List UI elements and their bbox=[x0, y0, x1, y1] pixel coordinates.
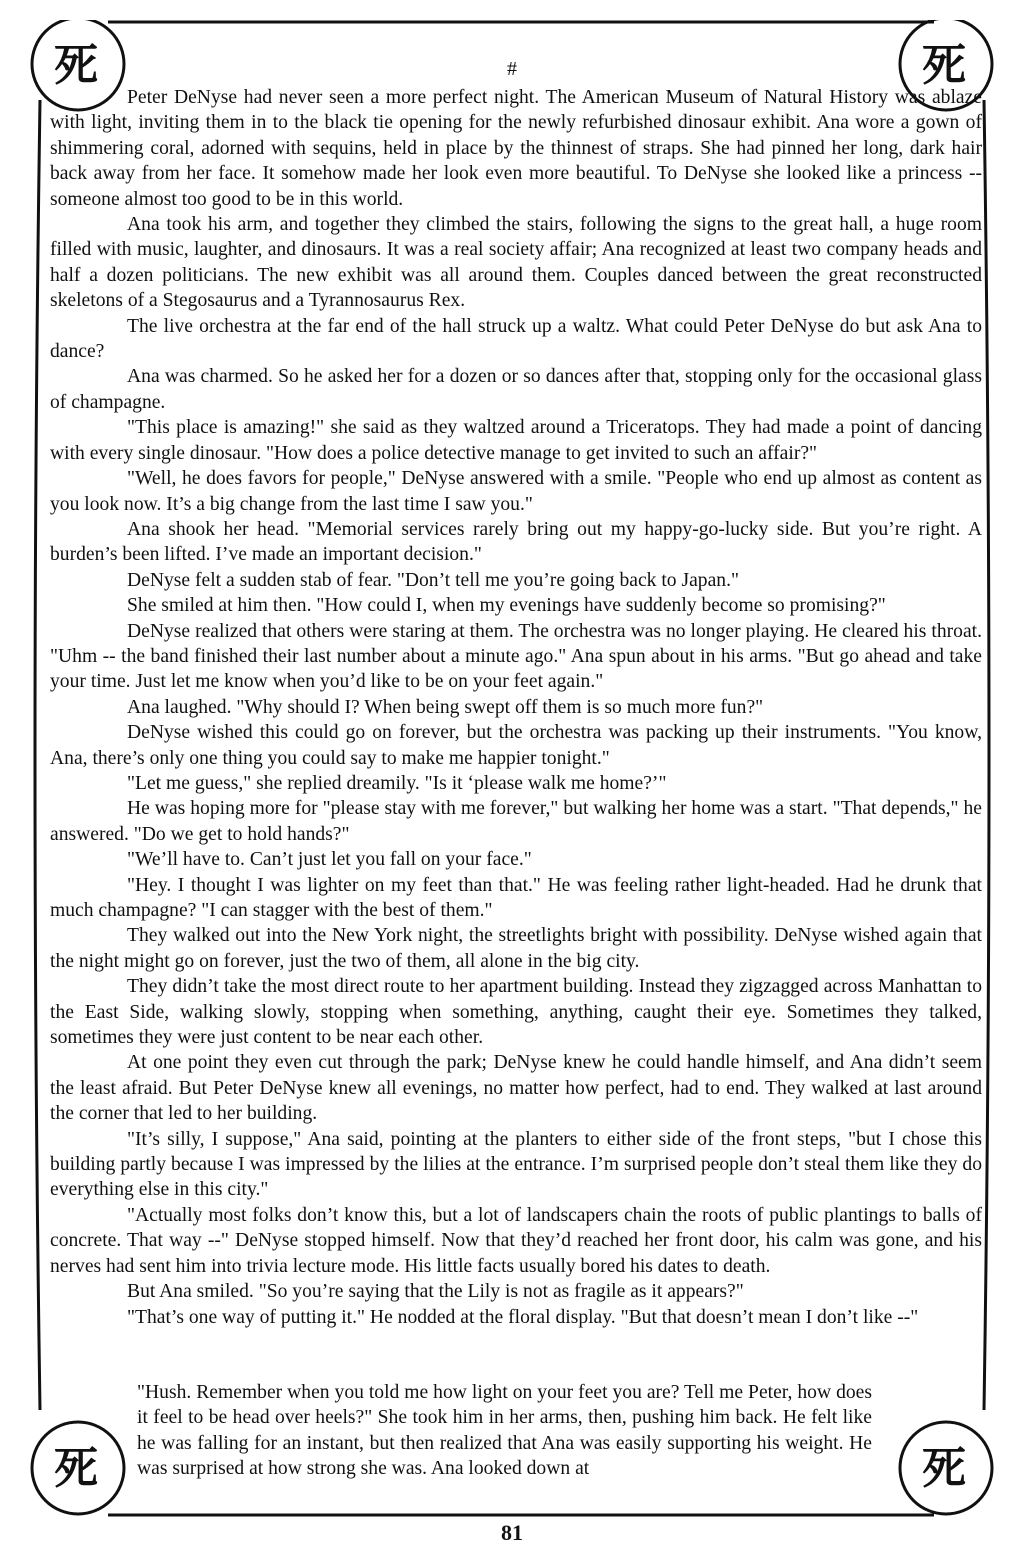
corner-glyph-bottom-right: 死 bbox=[922, 1443, 966, 1494]
paragraph: "Hey. I thought I was lighter on my feet than that." He was feeling rather light-headed. Had he drunk that much champagne? "I can stagger with the best of them." bbox=[50, 874, 982, 921]
paragraph: DeNyse felt a sudden stab of fear. "Don’t tell me you’re going back to Japan." bbox=[127, 569, 739, 591]
paragraph: They didn’t take the most direct route to her apartment building. Instead they zigzagged across Manhattan to the East Side, walking slowly, stopping when something, anything, caught their eye. Sometimes they talked, sometimes they were just content to be near each other. bbox=[50, 976, 982, 1049]
corner-glyph-bottom-left: 死 bbox=[54, 1443, 98, 1494]
corner-glyph-top-right: 死 bbox=[922, 40, 966, 91]
paragraph: "Hush. Remember when you told me how light on your feet you are? Tell me Peter, how does it feel to be head over heels?" She took him in her arms, then, pushing him back. He felt like he was falling for an instant, but then realized that Ana was easily supporting his weight. He was surprised at how strong she was. Ana looked down at bbox=[137, 1382, 872, 1480]
paragraph: He was hoping more for "please stay with me forever," but walking her home was a start. "That depends," he answered. "Do we get to hold hands?" bbox=[50, 798, 982, 845]
story-tail bbox=[137, 1380, 872, 1482]
paragraph: But Ana smiled. "So you’re saying that the Lily is not as fragile as it appears?" bbox=[127, 1281, 744, 1303]
paragraph: She smiled at him then. "How could I, when my evenings have suddenly become so promising?" bbox=[127, 595, 886, 617]
paragraph: "This place is amazing!" she said as they waltzed around a Triceratops. They had made a point of dancing with every single dinosaur. "How does a police detective manage to get invited to such an affair?" bbox=[50, 417, 982, 464]
page-marker: # bbox=[507, 58, 517, 80]
paragraph: Ana shook her head. "Memorial services rarely bring out my happy-go-lucky side. But you’re right. A burden’s been lifted. I’ve made an important decision." bbox=[50, 518, 982, 566]
paragraph: "Actually most folks don’t know this, but a lot of landscapers chain the roots of public plantings to balls of concrete. That way --" DeNyse stopped himself. Now that they’d reached her front door, his calm was gone, and his nerves had sent him into trivia lecture mode. His little facts usually bored his dates to death. bbox=[50, 1204, 982, 1277]
paragraph: "That’s one way of putting it." He nodded at the floral display. "But that doesn’t mean I don’t like --" bbox=[127, 1306, 919, 1328]
paragraph: Ana took his arm, and together they climbed the stairs, following the signs to the great hall, a huge room filled with music, laughter, and dinosaurs. It was a real society affair; Ana recognized at least two company heads and half a dozen politicians. The new exhibit was all around them. Couples danced between the great reconstructed skeletons of a Stegosaurus and a Tyrannosaurus Rex. bbox=[50, 214, 982, 312]
story-body bbox=[50, 85, 982, 1330]
page-number: 81 bbox=[501, 1520, 523, 1545]
corner-glyph-top-left: 死 bbox=[54, 40, 98, 91]
paragraph: Peter DeNyse had never seen a more perfect night. The American Museum of Natural History was ablaze with light, inviting them in to the black tie opening for the newly refurbished dinosaur exhibit. Ana wore a gown of shimmering coral, adorned with sequins, held in place by the thinnest of straps. She had pinned her long, dark hair back away from her face. It somehow made her look even more beautiful. To DeNyse she looked like a princess -- someone almost too good to be in this world. bbox=[50, 87, 982, 210]
paragraph: They walked out into the New York night, the streetlights bright with possibility. DeNyse wished again that the night might go on forever, just the two of them, all alone in the big city. bbox=[50, 925, 982, 972]
paragraph: DeNyse realized that others were staring at them. The orchestra was no longer playing. He cleared his throat. "Uhm -- the band finished their last number about a minute ago." Ana spun about in his arms. "But go ahead and take your time. Just let me know when you’d like to be on your feet again." bbox=[50, 620, 982, 693]
paragraph: "It’s silly, I suppose," Ana said, pointing at the planters to either side of the front steps, "but I chose this building partly because I was impressed by the lilies at the entrance. I’m surprised people don’t steal them like they do everything else in this city." bbox=[50, 1128, 982, 1201]
paragraph: The live orchestra at the far end of the hall struck up a waltz. What could Peter DeNyse do but ask Ana to dance? bbox=[50, 315, 982, 363]
paragraph: "We’ll have to. Can’t just let you fall on your face." bbox=[127, 849, 532, 871]
paragraph: Ana laughed. "Why should I? When being swept off them is so much more fun?" bbox=[127, 696, 764, 718]
paragraph: "Well, he does favors for people," DeNyse answered with a smile. "People who end up almost as content as you look now. It’s a big change from the last time I saw you." bbox=[50, 468, 982, 515]
paragraph: "Let me guess," she replied dreamily. "Is it ‘please walk me home?’" bbox=[127, 772, 667, 794]
paragraph: Ana was charmed. So he asked her for a dozen or so dances after that, stopping only for the occasional glass of champagne. bbox=[50, 366, 982, 413]
paragraph: At one point they even cut through the park; DeNyse knew he could handle himself, and Ana didn’t seem the least afraid. But Peter DeNyse knew all evenings, no matter how perfect, had to end. They walked at last around the corner that led to her building. bbox=[50, 1052, 982, 1125]
paragraph: DeNyse wished this could go on forever, but the orchestra was packing up their instruments. "You know, Ana, there’s only one thing you could say to make me happier tonight." bbox=[50, 722, 982, 769]
